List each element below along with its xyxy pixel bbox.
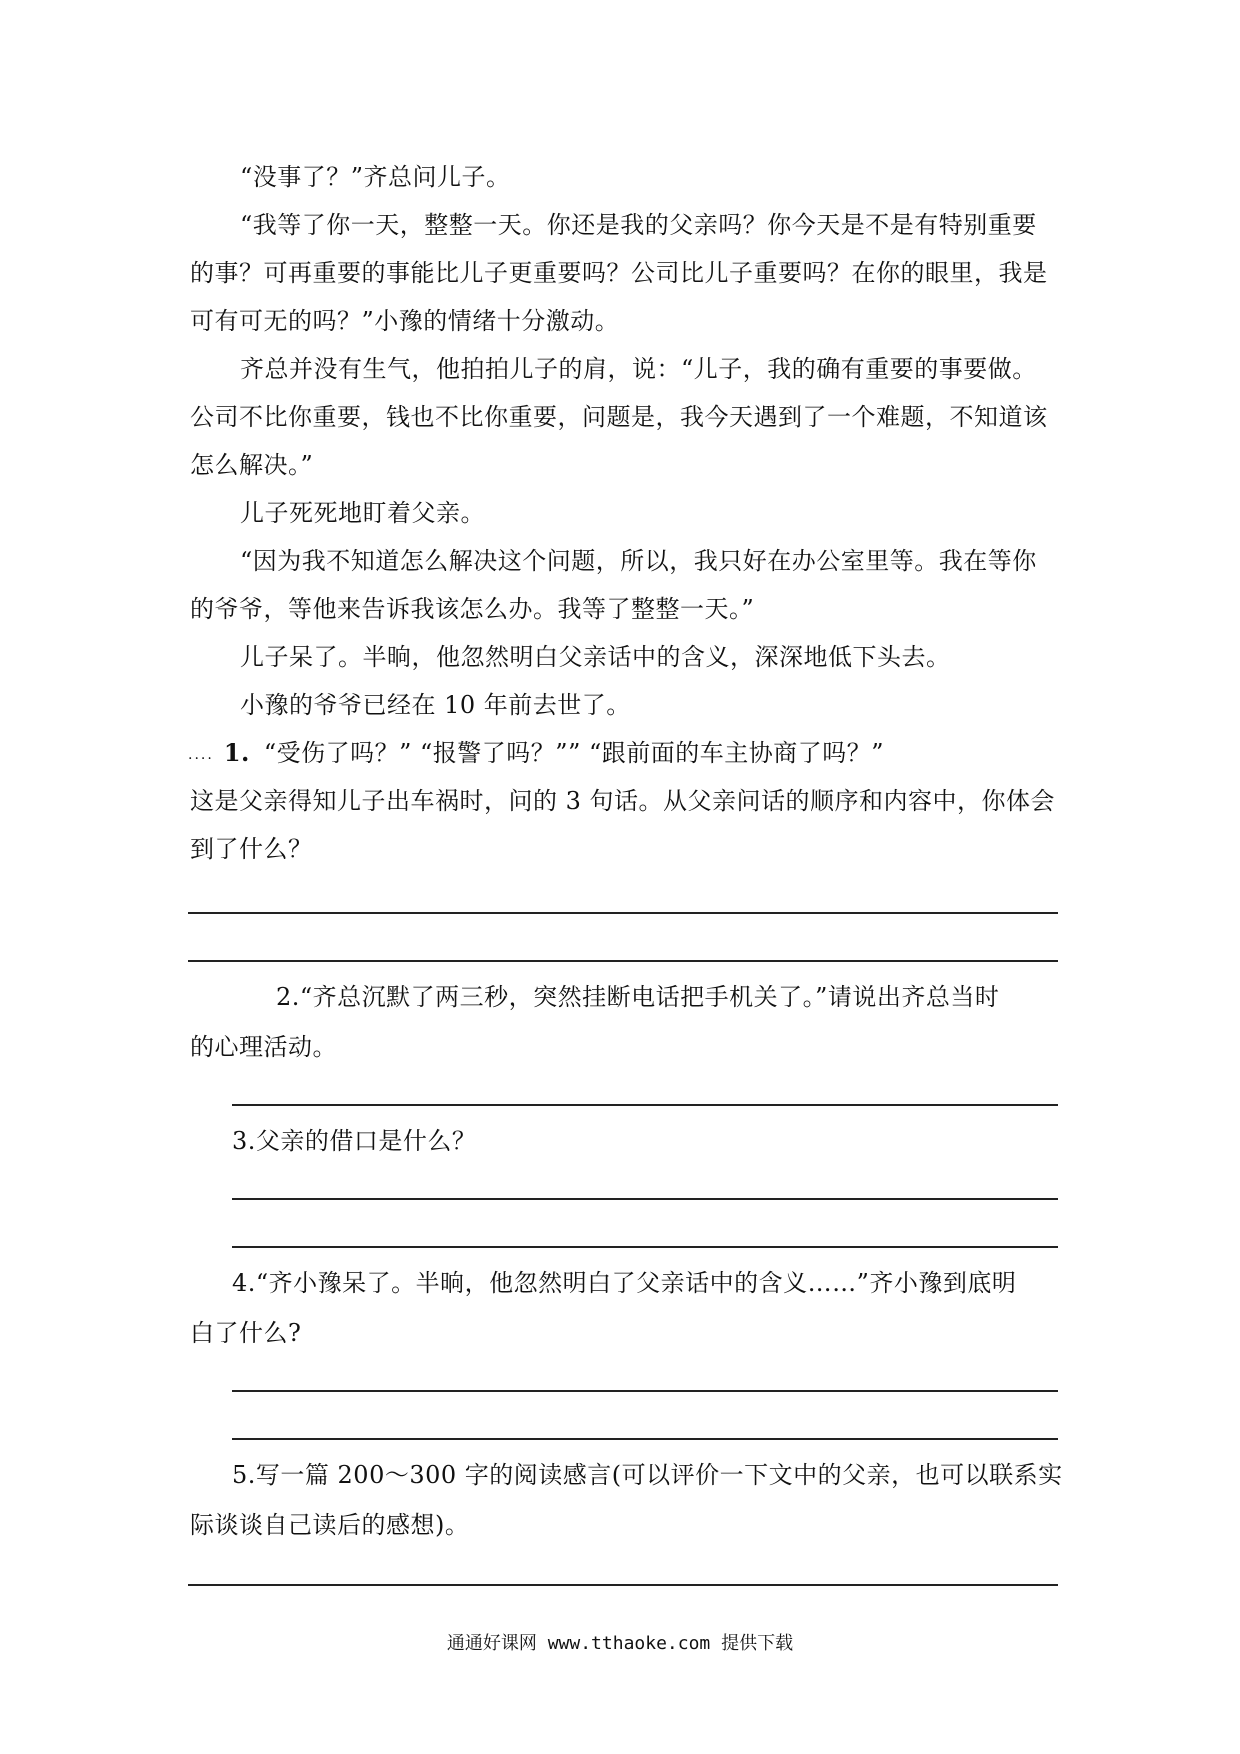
question-1-number: 1. [223, 738, 250, 767]
story-paragraph-7: 小豫的爷爷已经在 10 年前去世了。 [240, 691, 631, 719]
story-paragraph-2-line-2: 的事？可再重要的事能比儿子更重要吗？公司比儿子重要吗？在你的眼里，我是 [190, 259, 1048, 287]
question-4-line-2: 白了什么? [190, 1319, 302, 1347]
answer-line-q4-1[interactable] [232, 1390, 1058, 1392]
question-2-line-2: 的心理活动。 [190, 1033, 337, 1061]
page-footer: 通通好课网 www.tthaoke.com 提供下载 [446, 1633, 794, 1654]
question-1-line-2: 这是父亲得知儿子出车祸时，问的 3 句话。从父亲问话的顺序和内容中，你体会 [190, 787, 1056, 815]
question-1-quotes: “受伤了吗？” “报警了吗？”” “跟前面的车主协商了吗？” [263, 739, 885, 767]
question-5-line-2: 际谈谈自己读后的感想)。 [190, 1511, 470, 1539]
question-1-line-1 [188, 738, 1056, 770]
question-1-dots: .... [188, 747, 214, 763]
story-paragraph-1: “没事了？”齐总问儿子。 [240, 163, 511, 191]
story-paragraph-2-line-1: “我等了你一天，整整一天。你还是我的父亲吗？你今天是不是有特别重要 [240, 211, 1037, 239]
answer-line-q2-1[interactable] [232, 1104, 1058, 1106]
answer-line-q1-2[interactable] [188, 960, 1058, 962]
story-paragraph-5-line-1: “因为我不知道怎么解决这个问题，所以，我只好在办公室里等。我在等你 [240, 547, 1037, 575]
question-5-line-1: 5.写一篇 200～300 字的阅读感言(可以评价一下文中的父亲，也可以联系实 [232, 1461, 1063, 1489]
answer-line-q5-1[interactable] [188, 1584, 1058, 1586]
question-4-line-1: 4.“齐小豫呆了。半晌，他忽然明白了父亲话中的含义……”齐小豫到底明 [232, 1269, 1017, 1297]
story-paragraph-2-line-3: 可有可无的吗？”小豫的情绪十分激动。 [190, 307, 620, 335]
answer-line-q4-2[interactable] [232, 1438, 1058, 1440]
story-paragraph-3-line-3: 怎么解决。” [190, 451, 314, 479]
answer-line-q3-2[interactable] [232, 1246, 1058, 1248]
answer-line-q1-1[interactable] [188, 912, 1058, 914]
answer-line-q3-1[interactable] [232, 1198, 1058, 1200]
story-paragraph-5-line-2: 的爷爷，等他来告诉我该怎么办。我等了整整一天。” [190, 595, 755, 623]
story-paragraph-3-line-1: 齐总并没有生气，他拍拍儿子的肩，说：“儿子，我的确有重要的事要做。 [240, 355, 1037, 383]
story-paragraph-3-line-2: 公司不比你重要，钱也不比你重要，问题是，我今天遇到了一个难题，不知道该 [190, 403, 1048, 431]
story-paragraph-4: 儿子死死地盯着父亲。 [240, 499, 485, 527]
question-1-line-3: 到了什么？ [190, 835, 313, 863]
question-2-line-1: 2.“齐总沉默了两三秒，突然挂断电话把手机关了。”请说出齐总当时 [276, 983, 1000, 1011]
question-3-line-1: 3.父亲的借口是什么？ [232, 1127, 477, 1155]
story-paragraph-6: 儿子呆了。半晌，他忽然明白父亲话中的含义，深深地低下头去。 [240, 643, 951, 671]
